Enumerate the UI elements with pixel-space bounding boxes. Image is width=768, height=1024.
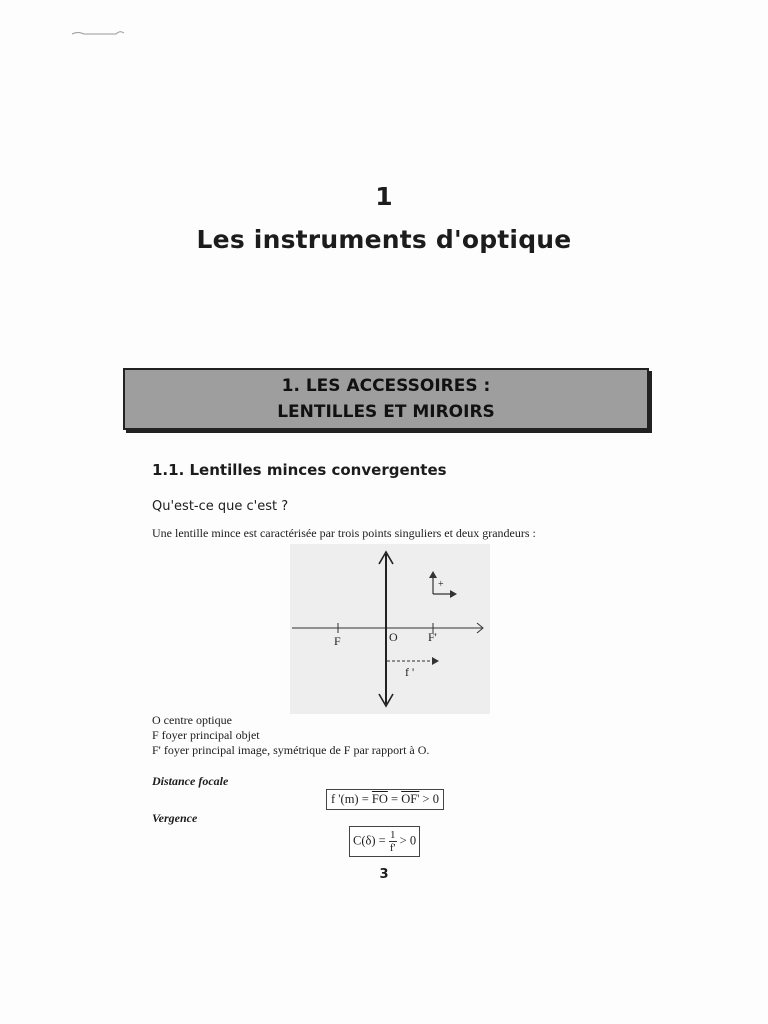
vergence-rhs: > 0 — [396, 833, 417, 848]
definition-Fprime: F' foyer principal image, symétrique de F par rapport à O. — [152, 743, 430, 757]
subsection-heading: 1.1. Lentilles minces convergentes — [152, 461, 447, 479]
orientation-plus-sign: + — [438, 579, 444, 590]
focal-distance-label: Distance focale — [152, 774, 229, 788]
focal-FO: $\overline{FO}$ — [371, 792, 388, 806]
section-heading-line2: LENTILLES ET MIROIRS — [277, 402, 495, 422]
vergence-denominator: f' — [389, 842, 396, 854]
focal-OFprime: OF' — [401, 792, 420, 806]
vergence-lhs: C(δ) = — [353, 833, 389, 848]
chapter-title: Les instruments d'optique — [196, 225, 572, 254]
label-O: O — [389, 630, 398, 644]
page-number: 3 — [379, 867, 389, 882]
pen-scribble — [70, 25, 130, 39]
chapter-number: 1 — [375, 182, 393, 211]
diagram-background — [290, 544, 490, 714]
convergent-lens-diagram — [290, 544, 490, 714]
focal-eq: = — [387, 792, 402, 806]
focal-lhs: f '(m) = — [331, 792, 372, 806]
vergence-formula — [349, 826, 420, 857]
section-heading-box — [123, 368, 649, 430]
vergence-numerator: 1 — [389, 829, 396, 841]
definition-O: O centre optique — [152, 713, 232, 727]
focal-rhs: > 0 — [419, 792, 439, 806]
section-heading-line1: 1. LES ACCESSOIRES : — [281, 376, 491, 396]
vergence-fraction — [389, 829, 397, 854]
label-Fprime: F' — [428, 630, 437, 644]
definition-F: F foyer principal objet — [152, 728, 260, 742]
question-heading: Qu'est-ce que c'est ? — [152, 499, 289, 514]
intro-paragraph: Une lentille mince est caractérisée par trois points singuliers et deux grandeurs : — [152, 526, 536, 540]
focal-distance-formula — [326, 789, 444, 810]
vergence-label: Vergence — [152, 811, 198, 825]
label-fprime: f ' — [405, 665, 415, 679]
label-F: F — [334, 634, 341, 648]
definitions-list — [152, 713, 429, 758]
